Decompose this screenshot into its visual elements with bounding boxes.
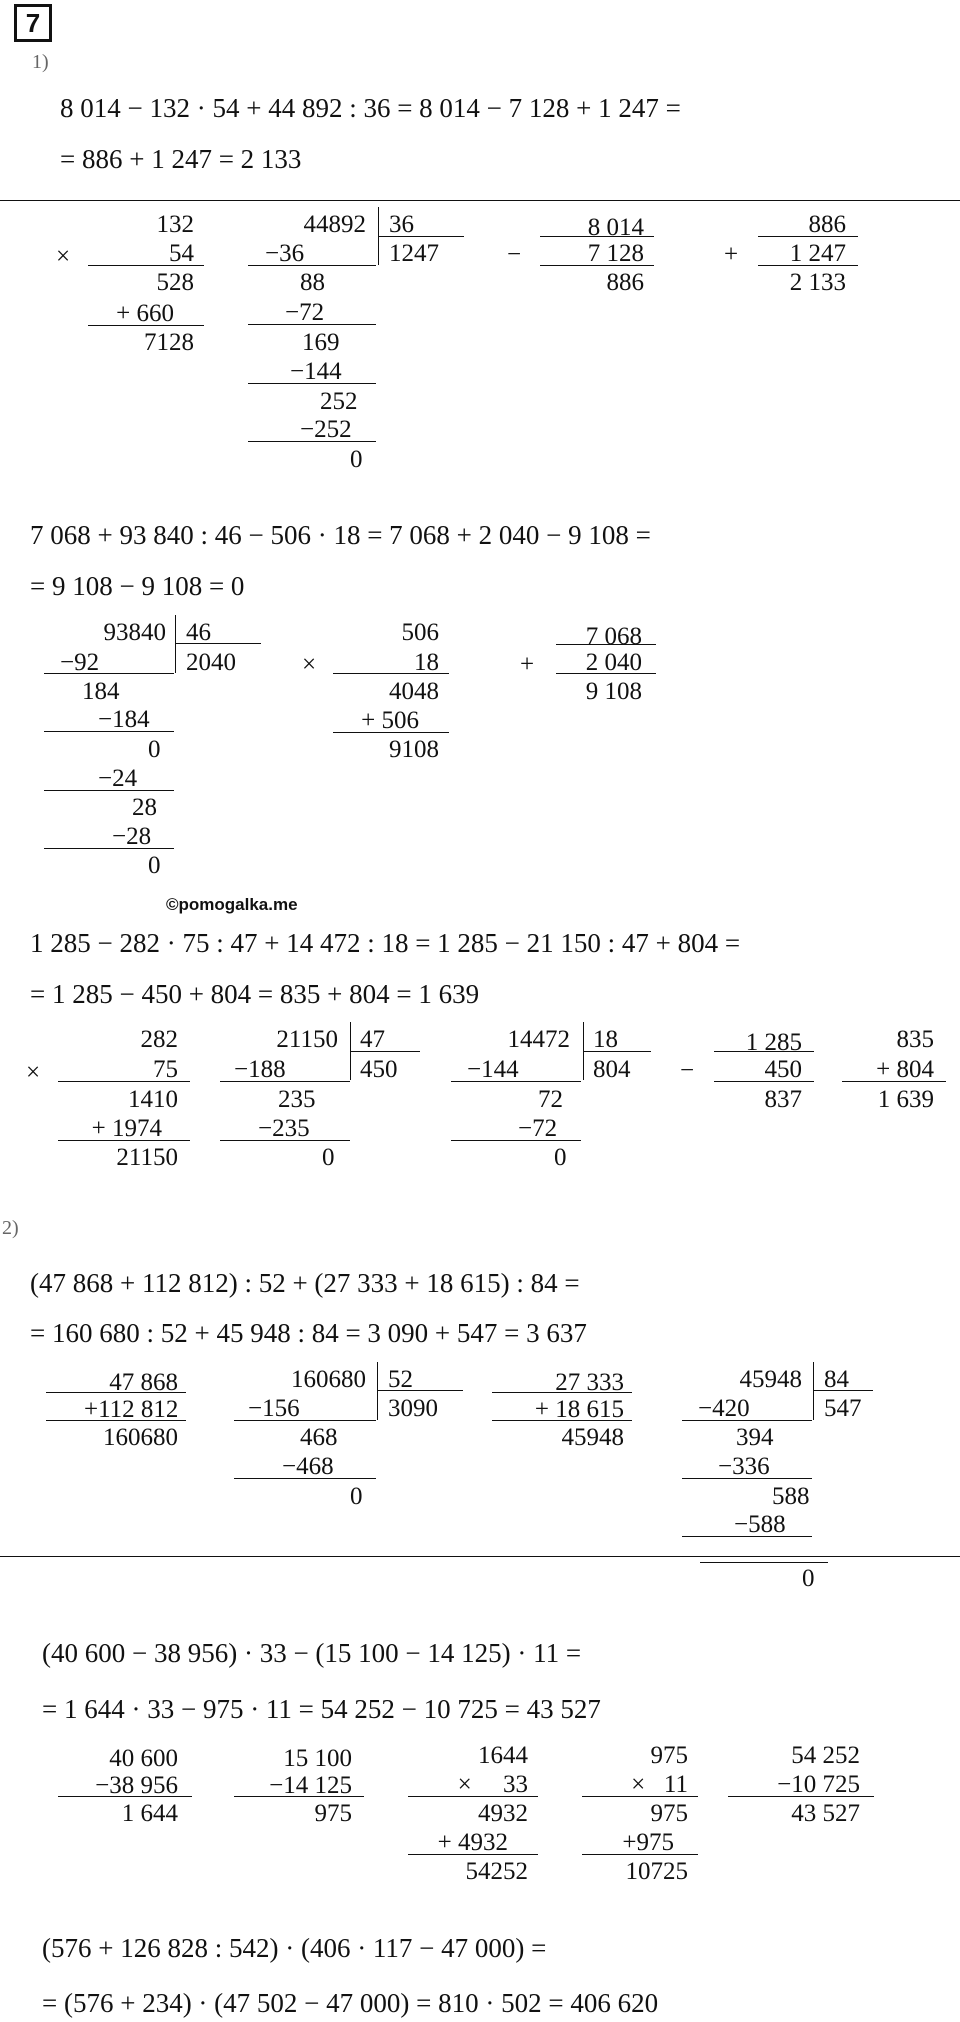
b-div-divisor: 46 (186, 619, 211, 646)
c-div1-dividend: 21150 (276, 1026, 338, 1053)
d-div2-divisor: 84 (824, 1366, 849, 1393)
rule (451, 1140, 581, 1141)
a-add-sum: 2 133 (789, 269, 846, 296)
a-div-rem3: 252 (320, 388, 358, 415)
b-div-sub4: −28 (112, 823, 152, 850)
c-div1-sub1: −188 (234, 1056, 286, 1083)
equation-b-line2: = 9 108 − 9 108 = 0 (30, 571, 245, 601)
e-mul1-product: 54252 (465, 1858, 528, 1885)
a-div-quotient: 1247 (389, 240, 439, 267)
d-div1-rem1: 468 (300, 1424, 338, 1451)
a-div-divisor: 36 (389, 211, 414, 238)
e-mul1-multiplier: × 33 (457, 1771, 528, 1798)
d-div1-sub2: −468 (282, 1453, 334, 1480)
rule (333, 673, 449, 674)
e-sub3-subtrahend: −10 725 (777, 1771, 860, 1798)
e-sub3-difference: 43 527 (791, 1800, 860, 1827)
rule (583, 1051, 651, 1052)
rule (813, 1362, 814, 1420)
d-div2-quotient: 547 (824, 1395, 862, 1422)
c-div1-rem1: 235 (278, 1086, 316, 1113)
rule (46, 1420, 186, 1421)
rule (408, 1796, 538, 1797)
e-mul2-multiplier: × 11 (631, 1771, 688, 1798)
equation-d-line2: = 160 680 : 52 + 45 948 : 84 = 3 090 + 547 = 3 637 (30, 1318, 587, 1348)
e-mul2-product: 10725 (625, 1858, 688, 1885)
rule (842, 1081, 946, 1082)
e-sub2-minuend: 15 100 (283, 1745, 352, 1772)
e-mul1-multiplicand: 1644 (478, 1742, 528, 1769)
d-div1-sub1: −156 (248, 1395, 300, 1422)
b-mul-multiplier: 18 (414, 649, 439, 676)
b-div-remainder: 0 (148, 852, 161, 879)
rule (682, 1536, 812, 1537)
d-div2-rem1: 394 (736, 1424, 774, 1451)
rule (88, 265, 204, 266)
a-sub-minuend: 8 014 (587, 214, 644, 241)
rule (377, 1362, 378, 1420)
a-div-dividend: 44892 (303, 211, 366, 238)
c-sub-minuend: 1 285 (745, 1029, 802, 1056)
plus-sign: + (520, 651, 535, 678)
c-add-term2: + 804 (876, 1056, 934, 1083)
rule (758, 265, 858, 266)
c-div2-dividend: 14472 (507, 1026, 570, 1053)
rule (234, 1796, 364, 1797)
e-sub1-subtrahend: −38 956 (95, 1772, 178, 1799)
rule (350, 1051, 420, 1052)
b-div-rem3: 28 (132, 794, 157, 821)
equation-e-line2: = 1 644 · 33 − 975 · 11 = 54 252 − 10 725 = 43 527 (42, 1694, 601, 1724)
minus-sign: − (507, 241, 522, 268)
rule (220, 1081, 350, 1082)
minus-sign: − (680, 1057, 695, 1084)
rule (492, 1392, 632, 1393)
rule (492, 1420, 632, 1421)
c-sub-difference: 837 (764, 1086, 802, 1113)
b-add-term2: 2 040 (585, 649, 642, 676)
rule (540, 265, 654, 266)
b-add-term1: 7 068 (585, 623, 642, 650)
watermark: ©pomogalka.me (166, 895, 298, 914)
d-div2-sub1: −420 (698, 1395, 750, 1422)
equation-d-line1: (47 868 + 112 812) : 52 + (27 333 + 18 615) : 84 = (30, 1268, 580, 1298)
rule (58, 1140, 190, 1141)
b-div-dividend: 93840 (103, 619, 166, 646)
d-div1-remainder: 0 (350, 1483, 363, 1510)
equation-a-line2: = 886 + 1 247 = 2 133 (60, 144, 302, 174)
plus-sign: + (724, 241, 739, 268)
a-sub-difference: 886 (606, 269, 644, 296)
equation-a-line1: 8 014 − 132 · 54 + 44 892 : 36 = 8 014 − 7 128 + 1 247 = (60, 93, 681, 123)
rule (44, 790, 174, 791)
d-div2-sub3: −588 (734, 1511, 786, 1538)
c-sub-subtrahend: 450 (764, 1056, 802, 1083)
d-add1-sum: 160680 (103, 1424, 178, 1451)
rule (175, 643, 261, 644)
a-sub-subtrahend: 7 128 (587, 240, 644, 267)
e-mul1-partial2: + 4932 (437, 1829, 508, 1856)
section-label-2: 2) (2, 1217, 19, 1239)
b-mul-partial1: 4048 (389, 678, 439, 705)
e-sub2-difference: 975 (314, 1800, 352, 1827)
e-mul2-multiplicand: 975 (650, 1742, 688, 1769)
c-div1-divisor: 47 (360, 1026, 385, 1053)
d-div1-divisor: 52 (388, 1366, 413, 1393)
rule (556, 644, 656, 645)
rule (234, 1420, 376, 1421)
c-add-sum: 1 639 (877, 1086, 934, 1113)
d-div2-rem2: 588 (772, 1483, 810, 1510)
rule (44, 848, 174, 849)
c-div2-divisor: 18 (593, 1026, 618, 1053)
rule (682, 1478, 812, 1479)
a-mul-partial1: 528 (156, 269, 194, 296)
rule (46, 1392, 186, 1393)
b-div-sub1: −92 (60, 649, 100, 676)
d-div1-dividend: 160680 (291, 1366, 366, 1393)
b-add-sum: 9 108 (585, 678, 642, 705)
c-div2-quotient: 804 (593, 1056, 631, 1083)
d-add2-sum: 45948 (561, 1424, 624, 1451)
c-add-term1: 835 (896, 1026, 934, 1053)
d-div1-quotient: 3090 (388, 1395, 438, 1422)
c-mul-partial2: + 1974 (91, 1115, 162, 1142)
e-mul2-partial2: +975 (622, 1829, 674, 1856)
rule (556, 673, 656, 674)
times-sign: × (26, 1059, 41, 1086)
section-label-1: 1) (32, 51, 49, 73)
rule (248, 441, 376, 442)
a-mul-partial2: + 660 (116, 300, 174, 327)
times-sign: × (56, 243, 71, 270)
rule (700, 1562, 828, 1563)
b-div-rem2: 0 (148, 736, 161, 763)
e-sub2-subtrahend: −14 125 (269, 1772, 352, 1799)
rule (44, 731, 174, 732)
d-add1-term2: +112 812 (84, 1396, 179, 1423)
rule (682, 1420, 812, 1421)
rule (582, 1854, 698, 1855)
rule (58, 1796, 192, 1797)
c-mul-multiplier: 75 (153, 1056, 178, 1083)
a-add-term2: 1 247 (789, 240, 846, 267)
rule (813, 1390, 873, 1391)
a-mul-product: 7128 (144, 329, 194, 356)
rule (714, 1051, 814, 1052)
rule (758, 236, 858, 237)
a-div-sub1: −36 (265, 240, 305, 267)
a-add-term1: 886 (808, 211, 846, 238)
rule (378, 236, 464, 237)
d-div2-dividend: 45948 (739, 1366, 802, 1393)
b-mul-partial2: + 506 (361, 707, 419, 734)
rule (58, 1081, 190, 1082)
b-div-sub2: −184 (98, 706, 150, 733)
a-div-rem1: 88 (300, 269, 325, 296)
b-div-sub3: −24 (98, 765, 138, 792)
rule (44, 673, 174, 674)
c-div2-rem1: 72 (538, 1086, 563, 1113)
c-div1-remainder: 0 (322, 1144, 335, 1171)
c-mul-product: 21150 (116, 1144, 178, 1171)
rule (582, 1796, 698, 1797)
d-add2-term2: + 18 615 (534, 1396, 624, 1423)
equation-b-line1: 7 068 + 93 840 : 46 − 506 · 18 = 7 068 + 2 040 − 9 108 = (30, 520, 651, 550)
d-add2-term1: 27 333 (555, 1369, 624, 1396)
a-div-remainder: 0 (350, 446, 363, 473)
rule (175, 615, 176, 673)
a-div-sub2: −72 (285, 299, 325, 326)
c-mul-multiplicand: 282 (140, 1026, 178, 1053)
c-div1-quotient: 450 (360, 1056, 398, 1083)
e-sub3-minuend: 54 252 (791, 1742, 860, 1769)
c-mul-partial1: 1410 (128, 1086, 178, 1113)
equation-c-line1: 1 285 − 282 · 75 : 47 + 14 472 : 18 = 1 285 − 21 150 : 47 + 804 = (30, 928, 741, 958)
rule (234, 1478, 376, 1479)
top-divider (0, 200, 960, 201)
rule (220, 1140, 350, 1141)
bottom-divider (0, 1556, 960, 1557)
c-div2-sub1: −144 (467, 1056, 519, 1083)
equation-c-line2: = 1 285 − 450 + 804 = 835 + 804 = 1 639 (30, 979, 480, 1009)
a-div-sub4: −252 (300, 416, 352, 443)
rule (88, 325, 204, 326)
e-sub1-minuend: 40 600 (109, 1745, 178, 1772)
b-div-rem1: 184 (82, 678, 120, 705)
a-mul-multiplier: 54 (169, 240, 194, 267)
equation-f-line2: = (576 + 234) · (47 502 − 47 000) = 810 · 502 = 406 620 (42, 1988, 659, 2018)
a-div-rem2: 169 (302, 329, 340, 356)
d-div2-remainder: 0 (802, 1565, 815, 1592)
b-mul-multiplicand: 506 (401, 619, 439, 646)
rule (377, 1390, 463, 1391)
a-mul-multiplicand: 132 (156, 211, 194, 238)
equation-e-line1: (40 600 − 38 956) · 33 − (15 100 − 14 125) · 11 = (42, 1638, 582, 1668)
rule (540, 236, 654, 237)
e-mul1-partial1: 4932 (478, 1800, 528, 1827)
rule (451, 1081, 581, 1082)
e-sub1-difference: 1 644 (121, 1800, 178, 1827)
b-div-quotient: 2040 (186, 649, 236, 676)
b-mul-product: 9108 (389, 736, 439, 763)
rule (248, 265, 376, 266)
a-div-sub3: −144 (290, 358, 342, 385)
rule (248, 324, 376, 325)
equation-f-line1: (576 + 126 828 : 542) · (406 · 117 − 47 000) = (42, 1933, 547, 1963)
rule (333, 732, 449, 733)
times-sign: × (302, 651, 317, 678)
task-number-box: 7 (14, 4, 52, 42)
d-add1-term1: 47 868 (109, 1369, 178, 1396)
rule (728, 1796, 874, 1797)
c-div2-remainder: 0 (554, 1144, 567, 1171)
c-div2-sub2: −72 (518, 1115, 558, 1142)
rule (714, 1081, 814, 1082)
rule (408, 1854, 538, 1855)
c-div1-sub2: −235 (258, 1115, 310, 1142)
rule (248, 383, 376, 384)
d-div2-sub2: −336 (718, 1453, 770, 1480)
e-mul2-partial1: 975 (650, 1800, 688, 1827)
